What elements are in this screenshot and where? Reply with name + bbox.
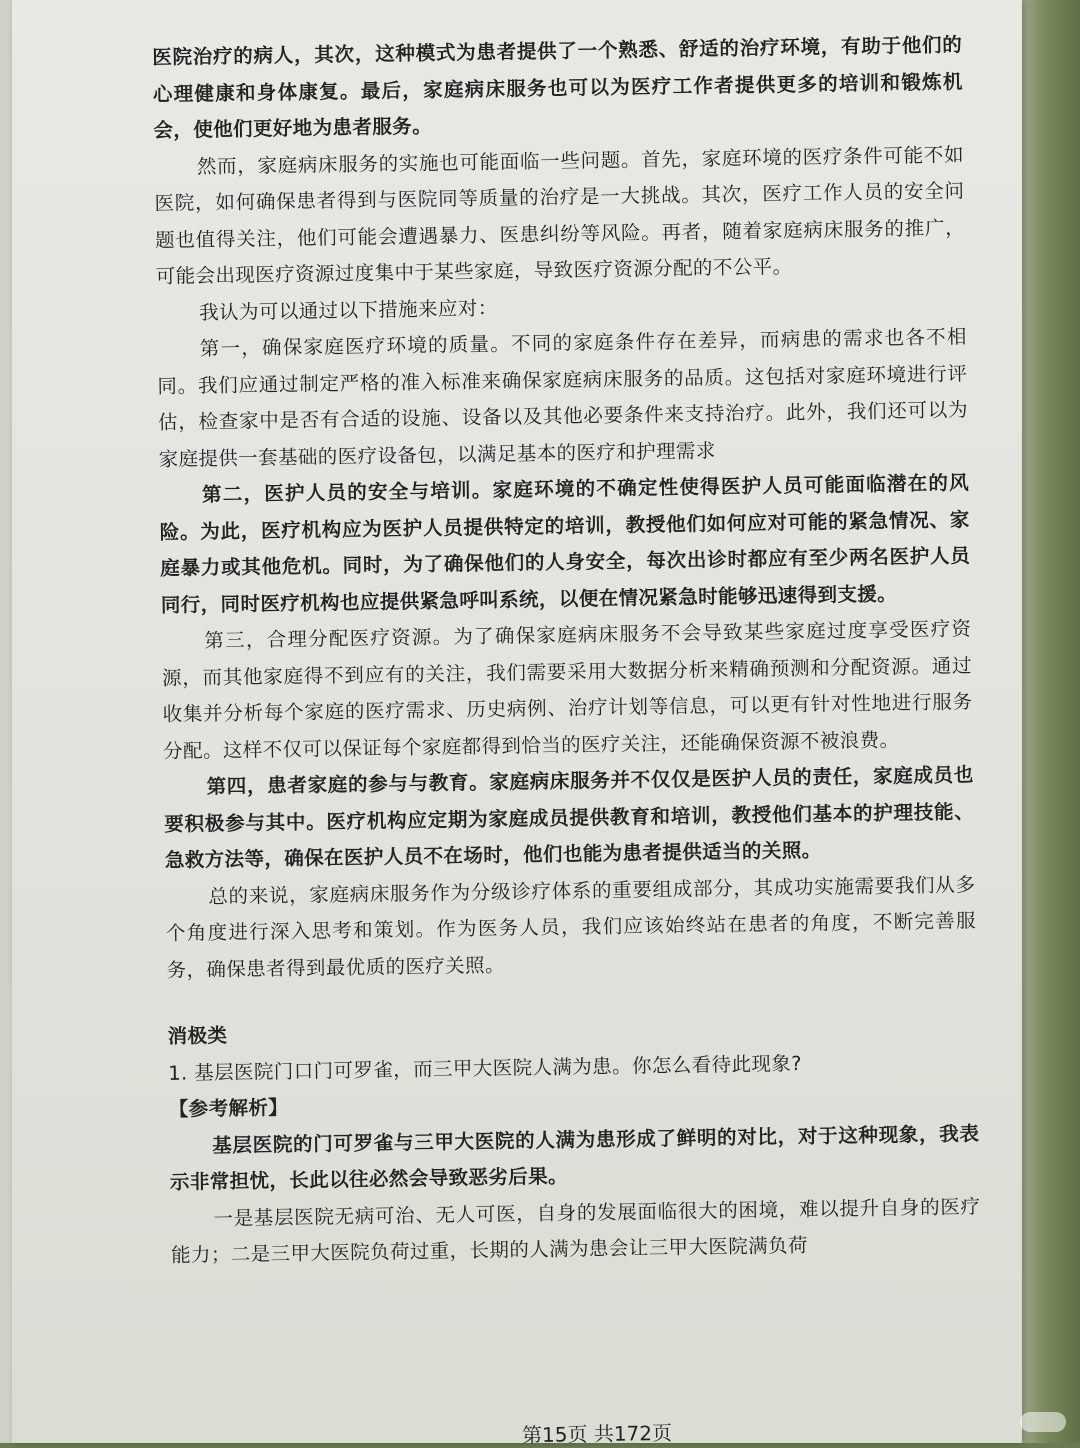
- page-content: [152, 27, 981, 1274]
- section-title: 消极类: [167, 1023, 228, 1048]
- reference-label: 【参考解析】: [168, 1095, 289, 1121]
- page-footer: 第15页 共172页: [521, 1420, 673, 1448]
- paragraph-5: 第二，医护人员的安全与培训。家庭环境的不确定性使得医护人员可能面临潜在的风险。为此，医疗机构应为医护人员提供特定的培训，教授他们如何应对可能的紧急情况、家庭暴力或其他危机。同时，为了确保他们的人身安全，每次出诊时都应有至少两名医护人员同行，同时医疗机构也应提供紧急呼叫系统，以便在情况紧急时能够迅速得到支援。: [159, 471, 971, 617]
- paragraph-4: 第一，确保家庭医疗环境的质量。不同的家庭条件存在差异，而病患的需求也各不相同。我们应通过制定严格的准入标准来确保家庭病床服务的品质。这包括对家庭环境进行评估，检查家中是否有合适的设施、设备以及其他必要条件来支持治疗。此外，我们还可以为家庭提供一套基础的医疗设备包，以满足基本的医疗和护理需求: [157, 325, 969, 471]
- answer-paragraph-1: 基层医院的门可罗雀与三甲大医院的人满为患形成了鲜明的对比，对于这种现象，我表示非常担忧，长此以往必然会导致恶劣后果。: [169, 1121, 980, 1194]
- question: 1. 基层医院门口门可罗雀，而三甲大医院人满为患。你怎么看待此现象?: [168, 1051, 803, 1085]
- watermark-badge: [1020, 1412, 1066, 1432]
- paragraph-1: 医院治疗的病人，其次，这种模式为患者提供了一个熟悉、舒适的治疗环境，有助于他们的心理健康和身体康复。最后，家庭病床服务也可以为医疗工作者提供更多的培训和锻炼机会，使他们更好地为患者服务。: [152, 33, 963, 142]
- paragraph-7: 第四，患者家庭的参与与教育。家庭病床服务并不仅仅是医护人员的责任，家庭成员也要积极参与其中。医疗机构应定期为家庭成员提供教育和培训，教授他们基本的护理技能、急救方法等，确保在医护人员不在场时，他们也能为患者提供适当的关照。: [164, 763, 975, 872]
- paragraph-6: 第三，合理分配医疗资源。为了确保家庭病床服务不会导致某些家庭过度享受医疗资源，而其他家庭得不到应有的关注，我们需要采用大数据分析来精确预测和分配资源。通过收集并分析每个家庭的医疗需求、历史病例、治疗计划等信息，可以更有针对性地进行服务分配。这样不仅可以保证每个家庭都得到恰当的医疗关注，还能确保资源不被浪费。: [161, 617, 973, 763]
- answer-paragraph-2: 一是基层医院无病可治、无人可医，自身的发展面临很大的困境，难以提升自身的医疗能力；二是三甲大医院负荷过重，长期的人满为患会让三甲大医院满负荷: [170, 1194, 981, 1267]
- paragraph-8: 总的来说，家庭病床服务作为分级诊疗体系的重要组成部分，其成功实施需要我们从多个角度进行深入思考和策划。作为医务人员，我们应该始终站在患者的角度，不断完善服务，确保患者得到最优质的医疗关照。: [165, 872, 977, 982]
- paragraph-2: 然而，家庭病床服务的实施也可能面临一些问题。首先，家庭环境的医疗条件可能不如医院，如何确保患者得到与医院同等质量的治疗是一大挑战。其次，医疗工作人员的安全问题也值得关注，他们可能会遭遇暴力、医患纠纷等风险。再者，随着家庭病床服务的推广，可能会出现医疗资源过度集中于某些家庭，导致医疗资源分配的不公平。: [154, 142, 966, 288]
- paragraph-3: 我认为可以通过以下措施来应对：: [198, 296, 498, 324]
- book-page: [12, 0, 1022, 1448]
